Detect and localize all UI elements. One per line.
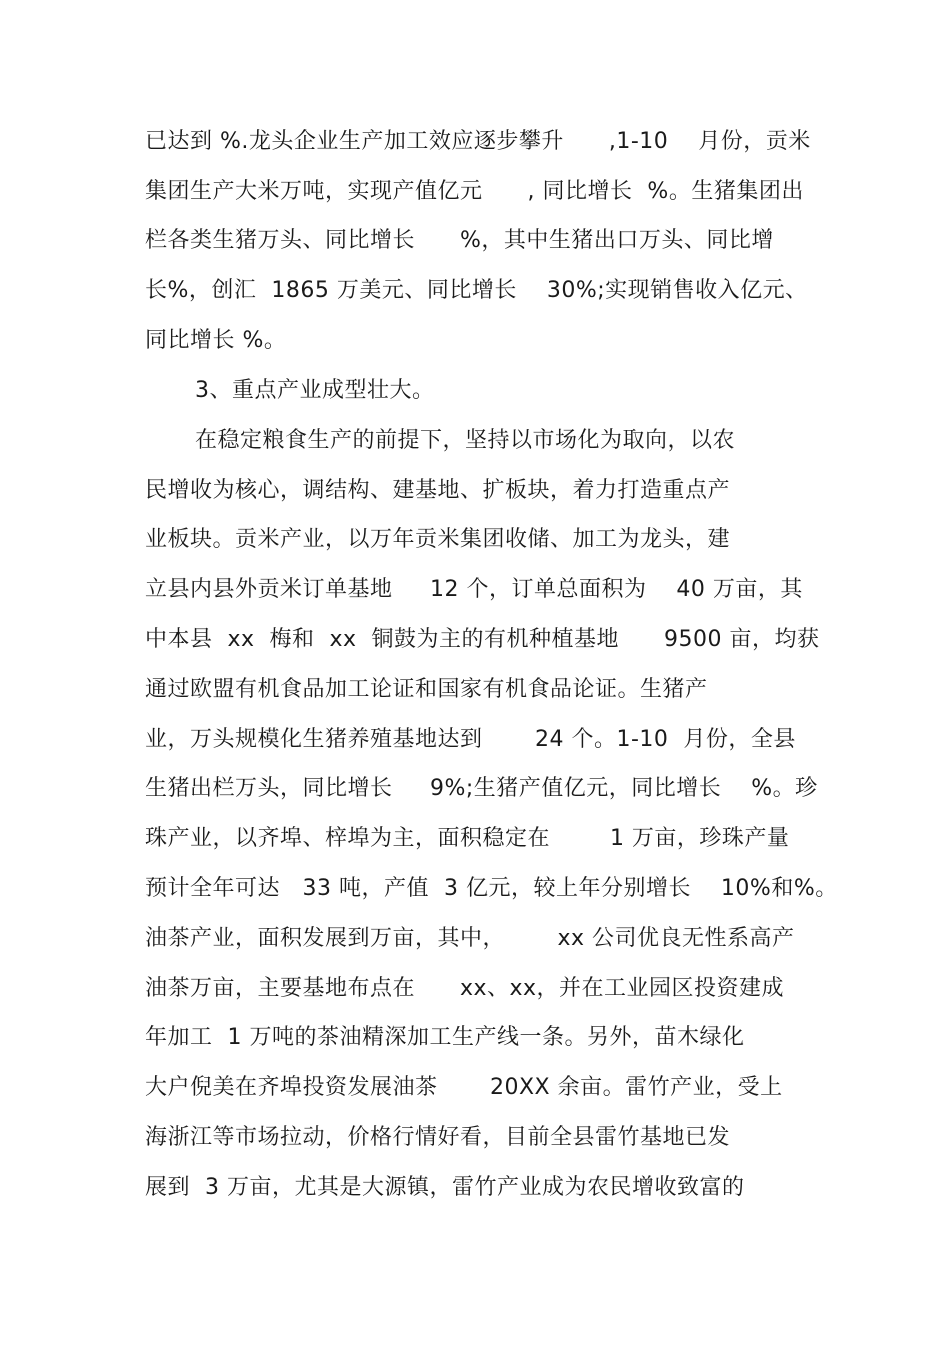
section-heading: 3、重点产业成型壮大。 [195,378,435,403]
text-line: 集团生产大米万吨，实现产值亿元 , 同比增长 %。生猪集团出 [145,179,804,204]
text-line: 中本县 xx 梅和 xx 铜鼓为主的有机种植基地 9500 亩，均获 [145,627,820,652]
text-line: 生猪出栏万头，同比增长 9%;生猪产值亿元，同比增长 %。珍 [145,776,818,801]
text-line: 同比增长 %。 [145,328,287,353]
text-line: 通过欧盟有机食品加工论证和国家有机食品论证。生猪产 [145,677,708,702]
text-line: 年加工 1 万吨的茶油精深加工生产线一条。另外，苗木绿化 [145,1025,745,1050]
text-line: 大户倪美在齐埠投资发展油茶 20XX 余亩。雷竹产业，受上 [145,1075,783,1100]
text-line: 预计全年可达 33 吨，产值 3 亿元，较上年分别增长 10%和%。 [145,876,838,901]
text-line: 业，万头规模化生猪养殖基地达到 24 个。1-10 月份，全县 [145,727,796,752]
text-line: 栏各类生猪万头、同比增长 %，其中生猪出口万头、同比增 [145,228,774,253]
paragraph-first-line: 在稳定粮食生产的前提下，坚持以市场化为取向，以农 [195,428,736,453]
text-line: 立县内县外贡米订单基地 12 个，订单总面积为 40 万亩，其 [145,577,803,602]
text-line: 油茶产业，面积发展到万亩，其中， xx 公司优良无性系高产 [145,926,795,951]
text-line: 业板块。贡米产业，以万年贡米集团收储、加工为龙头，建 [145,527,731,552]
text-line: 珠产业，以齐埠、梓埠为主，面积稳定在 1 万亩，珍珠产量 [145,826,790,851]
text-line: 油茶万亩，主要基地布点在 xx、xx，并在工业园区投资建成 [145,976,785,1001]
text-line: 海浙江等市场拉动，价格行情好看，目前全县雷竹基地已发 [145,1125,731,1150]
text-line: 已达到 %.龙头企业生产加工效应逐步攀升 ,1-10 月份，贡米 [145,129,811,154]
text-line: 长%，创汇 1865 万美元、同比增长 30%;实现销售收入亿元、 [145,278,808,303]
text-line: 民增收为核心，调结构、建基地、扩板块，着力打造重点产 [145,478,731,503]
text-line: 展到 3 万亩，尤其是大源镇，雷竹产业成为农民增收致富的 [145,1175,745,1200]
